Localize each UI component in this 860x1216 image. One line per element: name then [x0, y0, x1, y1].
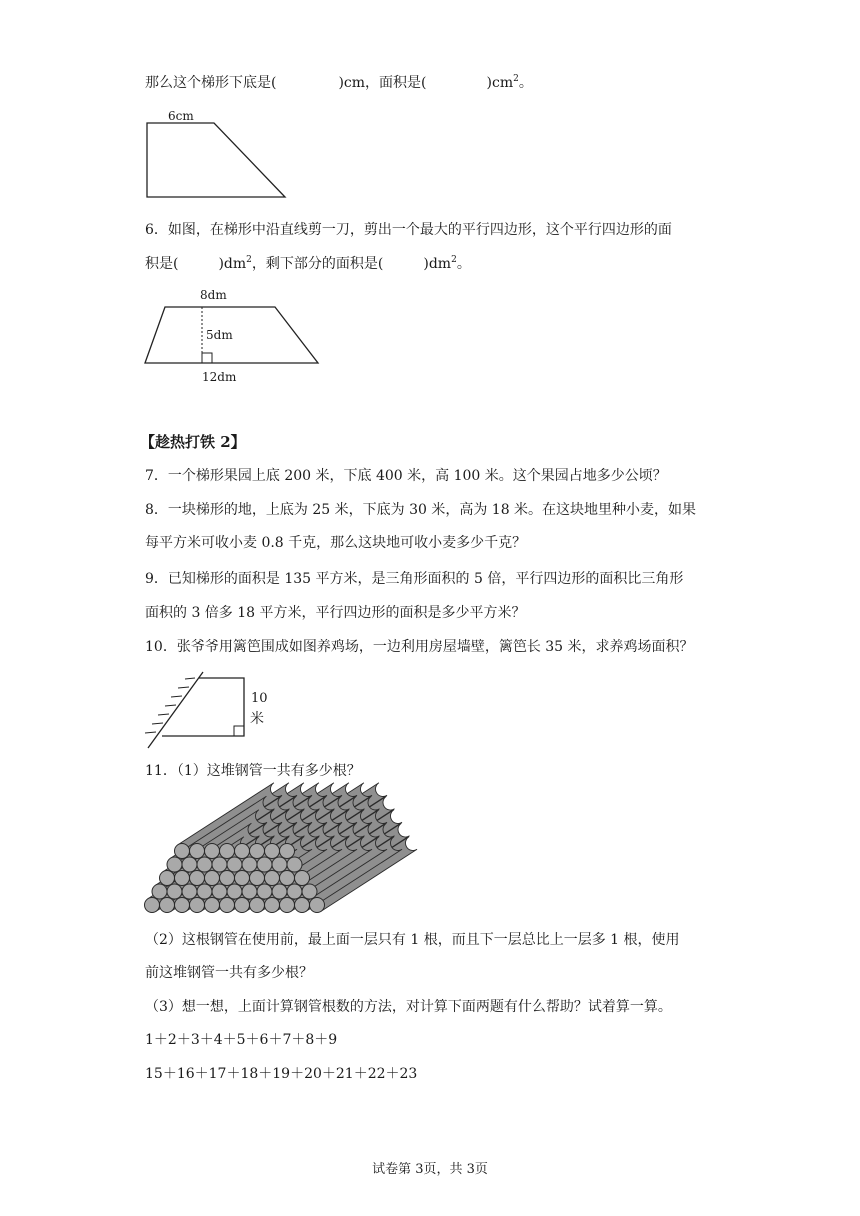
pipe-end: [160, 898, 175, 913]
q11-part2-line2: 前这堆钢管一共有多少根？: [145, 965, 313, 981]
pipe-end: [167, 884, 182, 899]
fig6-top-label: 8dm: [200, 288, 227, 302]
pipe-end: [265, 871, 280, 886]
pipe-end: [250, 898, 265, 913]
pipe-end: [272, 857, 287, 872]
pipe-end: [302, 884, 317, 899]
fig6-height-label: 5dm: [206, 328, 233, 342]
chicken-coop-figure: [140, 670, 280, 752]
pipe-end: [235, 844, 250, 859]
q6-text-c: ，剩下部分的面积是(: [251, 256, 384, 272]
pipe-end: [257, 884, 272, 899]
q11-expr2: 15＋16＋17＋18＋19＋20＋21＋22＋23: [145, 1066, 418, 1082]
pipe-end: [182, 857, 197, 872]
q8-line1: 8．一块梯形的地，上底为 25 米，下底为 30 米，高为 18 米。在这块地里种小麦，如果: [145, 502, 697, 518]
pipe-end: [295, 898, 310, 913]
q11-expr1: 1＋2＋3＋4＋5＋6＋7＋8＋9: [145, 1032, 338, 1048]
q5-text-end: 。: [518, 75, 533, 91]
pipe-end: [265, 898, 280, 913]
pipe-end: [190, 844, 205, 859]
pipe-end: [160, 871, 175, 886]
pipe-end: [175, 871, 190, 886]
pipe-end: [175, 898, 190, 913]
q11-part3: （3）想一想，上面计算钢管根数的方法，对计算下面两题有什么帮助？试着算一算。: [145, 999, 672, 1015]
q9-line1: 9．已知梯形的面积是 135 平方米，是三角形面积的 5 倍，平行四边形的面积比三角形: [145, 571, 684, 587]
pipe-end: [265, 844, 280, 859]
pipe-end: [242, 857, 257, 872]
fig5-top-label: 6cm: [168, 109, 194, 123]
pipe-end: [212, 857, 227, 872]
q6-sup-1: 2: [246, 255, 252, 265]
pipe-end: [212, 884, 227, 899]
pipe-end: [242, 884, 257, 899]
pipe-end: [272, 884, 287, 899]
section-heading: 【趁热打铁 2】: [140, 433, 246, 451]
pipe-end: [280, 898, 295, 913]
pipe-end: [205, 871, 220, 886]
pipe-end: [287, 884, 302, 899]
pipe-end: [250, 871, 265, 886]
q6-text-e: 。: [456, 256, 471, 272]
q10: 10．张爷爷用篱笆围成如图养鸡场，一边利用房屋墙壁，篱笆长 35 米，求养鸡场面积？: [145, 639, 694, 655]
pipe-end: [280, 871, 295, 886]
pipe-end: [197, 857, 212, 872]
pipe-end: [280, 844, 295, 859]
q9-line2: 面积的 3 倍多 18 平方米，平行四边形的面积是多少平方米？: [145, 605, 526, 621]
pipe-end: [287, 857, 302, 872]
trapezoid-figure-5: [140, 105, 300, 205]
q11-part1: 11．（1）这堆钢管一共有多少根？: [145, 763, 361, 779]
pipe-end: [295, 871, 310, 886]
q5-text-a: 那么这个梯形下底是(: [145, 75, 277, 91]
pipe-end: [152, 884, 167, 899]
q8-line2: 每平方米可收小麦 0.8 千克，那么这块地可收小麦多少千克？: [145, 535, 527, 551]
page-footer: 试卷第 3页，共 3页: [372, 1162, 488, 1177]
pipe-end: [205, 844, 220, 859]
q5-tail-line: [145, 73, 533, 93]
q6-text-b: )dm: [218, 256, 247, 272]
q5-text-b: )cm，面积是(: [338, 75, 427, 91]
pipe-end: [235, 898, 250, 913]
trapezoid-figure-6: [140, 285, 330, 385]
q6-sup-2: 2: [451, 255, 457, 265]
pipe-end: [205, 898, 220, 913]
pipe-end: [182, 884, 197, 899]
pipe-end: [250, 844, 265, 859]
fig10-side-label-unit: 米: [250, 711, 264, 727]
pipe-end: [167, 857, 182, 872]
q6-line1: 6．如图，在梯形中沿直线剪一刀，剪出一个最大的平行四边形，这个平行四边形的面: [145, 222, 672, 238]
steel-pipes-figure: [140, 785, 420, 920]
q5-sup: 2: [513, 74, 519, 84]
pipe-end: [227, 857, 242, 872]
pipe-end: [190, 871, 205, 886]
pipe-end: [220, 844, 235, 859]
q5-text-c: )cm: [486, 75, 514, 91]
pipe-end: [235, 871, 250, 886]
fig6-bottom-label: 12dm: [202, 370, 237, 384]
pipe-end: [190, 898, 205, 913]
q6-text-a: 积是(: [145, 256, 179, 272]
pipe-end: [145, 898, 160, 913]
q6-line2: [145, 254, 471, 274]
q6-text-d: )dm: [423, 256, 452, 272]
fig10-side-label-num: 10: [251, 691, 268, 706]
pipe-end: [220, 898, 235, 913]
pipe-end: [310, 898, 325, 913]
pipe-end: [227, 884, 242, 899]
pipe-end: [175, 844, 190, 859]
pipe-end: [220, 871, 235, 886]
pipe-end: [197, 884, 212, 899]
pipe-end: [257, 857, 272, 872]
q11-part2-line1: （2）这根钢管在使用前，最上面一层只有 1 根，而且下一层总比上一层多 1 根，使用: [145, 932, 680, 948]
q7: 7．一个梯形果园上底 200 米，下底 400 米，高 100 米。这个果园占地多少公顷？: [145, 468, 667, 484]
